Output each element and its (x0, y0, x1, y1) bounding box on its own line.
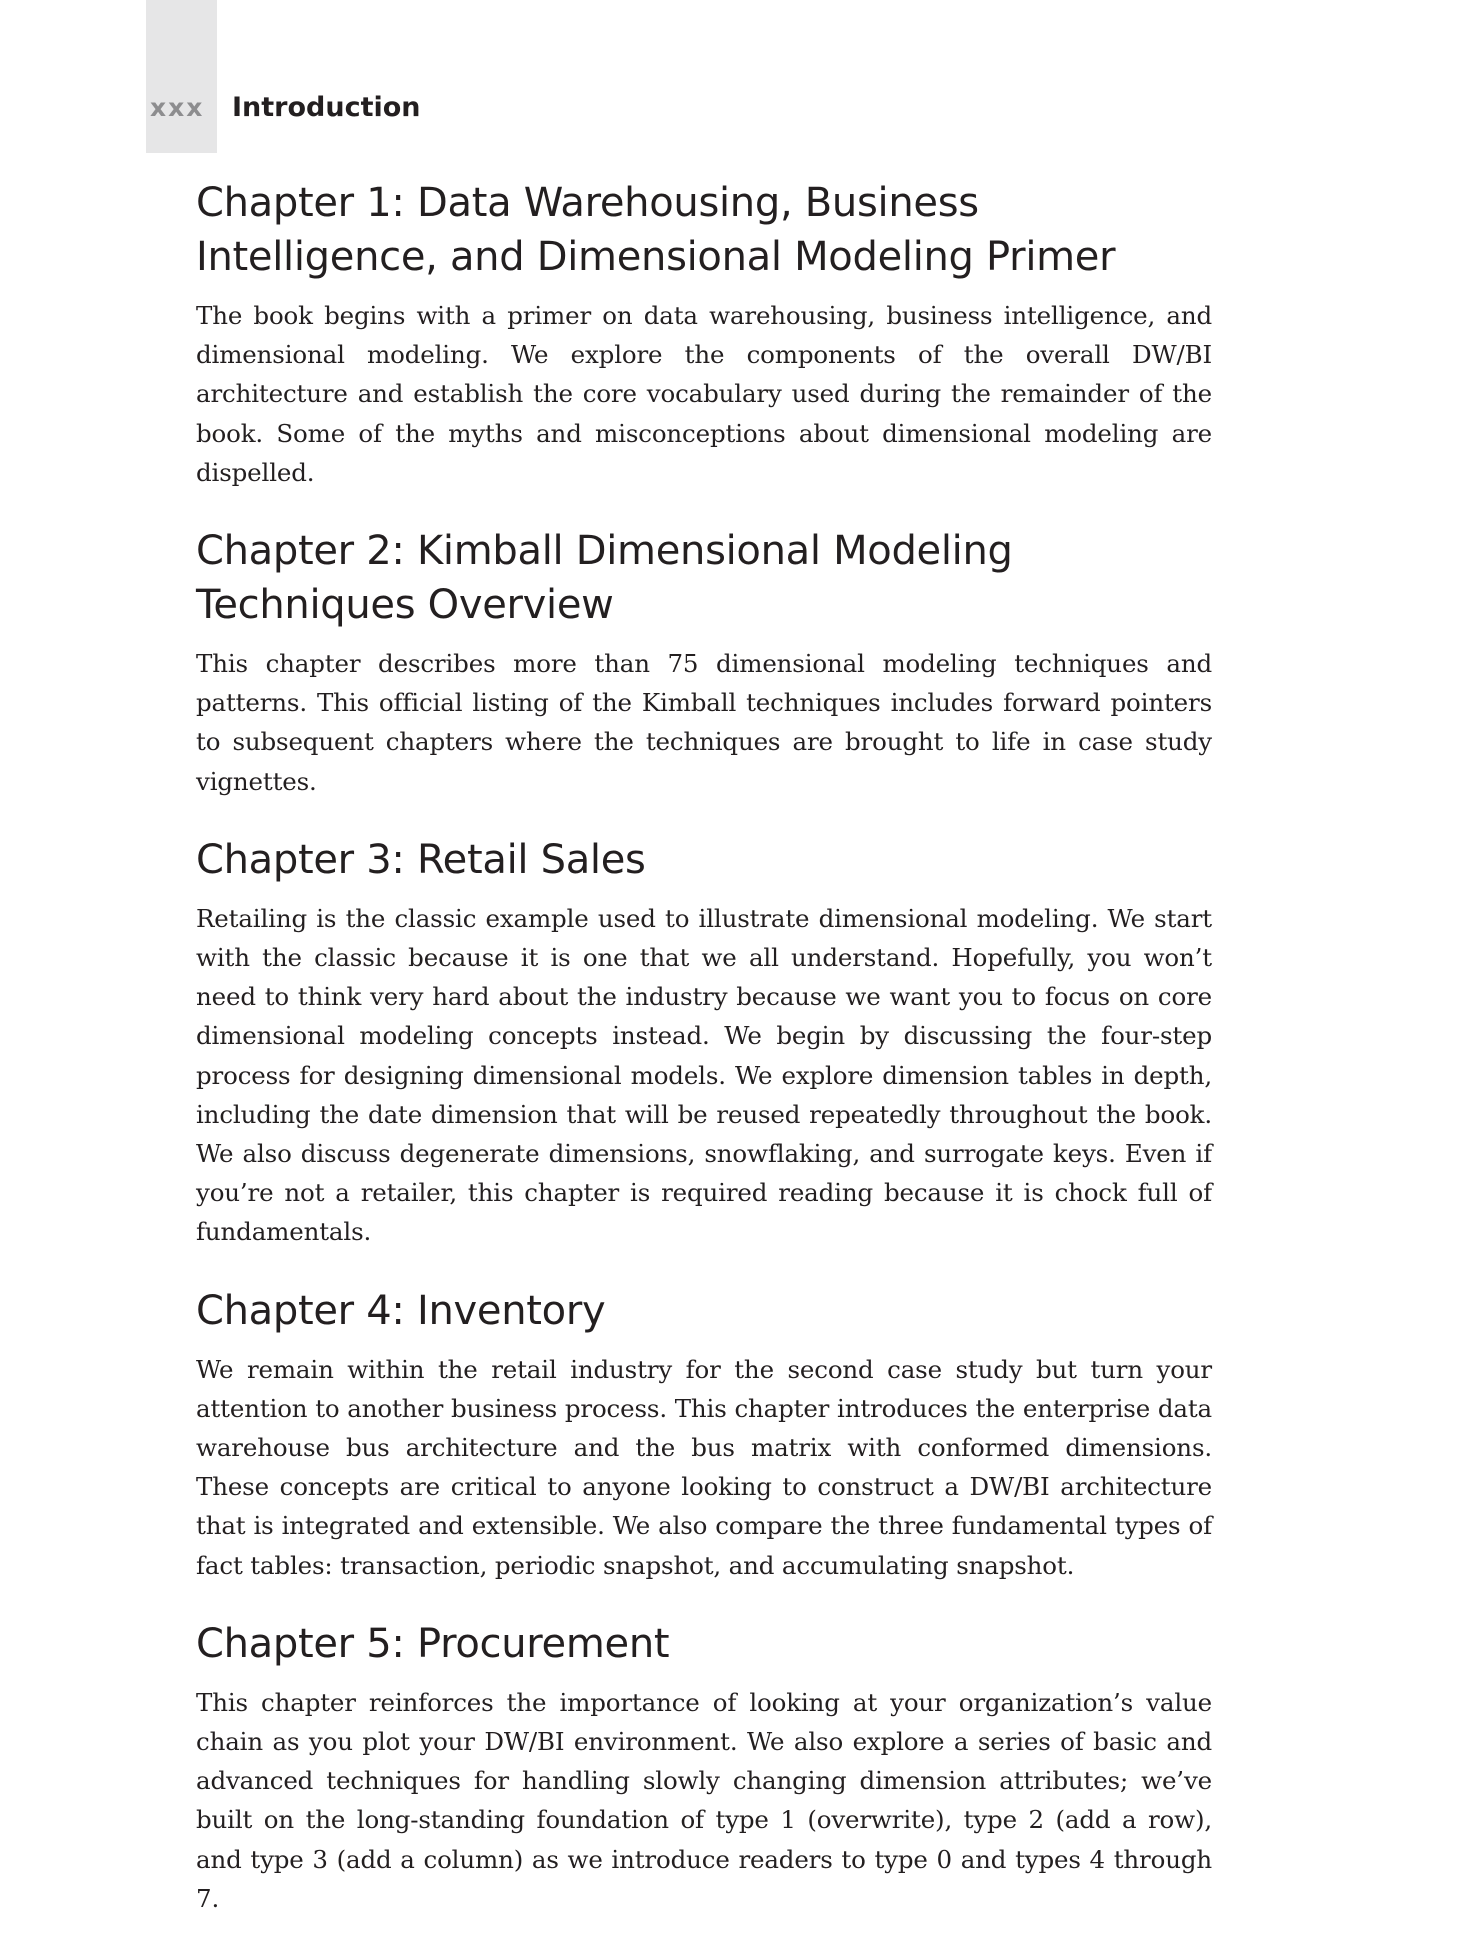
page-content (196, 176, 1212, 1950)
running-head-title: Introduction (232, 92, 421, 123)
chapter-heading: Chapter 4: Inventory (196, 1287, 606, 1334)
chapter-description: The book begins with a primer on data warehousing, business intelligence, and dimensional modeling. We explore the components of the overall DW/BI architecture and establish the core vocabulary used during the remainder of the book. Some of the myths and misconceptions about dimensional modeling are dispelled. (196, 301, 1212, 487)
chapter-heading: Chapter 3: Retail Sales (196, 836, 646, 883)
chapter-description: This chapter reinforces the importance of looking at your organization’s value chain as you plot your DW/BI environment. We also explore a series of basic and advanced techniques for handling slowly changing dimension attributes; we’ve built on the long-standing foundation of type 1 (overwrite), type 2 (add a row), and type 3 (add a column) as we introduce readers to type 0 and types 4 through 7. (196, 1687, 1212, 1913)
chapter-section-2 (196, 524, 1212, 801)
running-head (150, 92, 421, 128)
page-number: xxx (150, 93, 205, 122)
chapter-description: Retailing is the classic example used to illustrate dimensional modeling. We start with the classic because it is one that we all understand. Hopefully, you won’t need to think very hard about the industry because we want you to focus on core dimensional modeling concepts instead. We begin by discussing the four-step process for designing dimensional models. We explore dimension tables in depth, including the date dimension that will be reused repeatedly throughout the book. We also discuss degenerate dimensions, snowflaking, and surrogate keys. Even if you’re not a retailer, this chapter is required reading because it is chock full of fundamentals. (196, 903, 1212, 1247)
chapter-section-5 (196, 1617, 1212, 1918)
chapter-section-4 (196, 1284, 1212, 1585)
chapter-heading: Chapter 2: Kimball Dimensional Modeling Techniques Overview (196, 528, 1013, 629)
chapter-heading: Chapter 5: Procurement (196, 1620, 670, 1667)
chapter-description: We remain within the retail industry for the second case study but turn your attention to another business process. This chapter introduces the enterprise data warehouse bus architecture and the bus matrix with conformed dimensions. These concepts are critical to anyone looking to construct a DW/BI architecture that is integrated and extensible. We also compare the three fundamental types of fact tables: transaction, periodic snapshot, and accumulating snapshot. (196, 1354, 1212, 1580)
chapter-section-3 (196, 833, 1212, 1252)
chapter-heading: Chapter 1: Data Warehousing, Business Intelligence, and Dimensional Modeling Primer (196, 180, 1116, 280)
chapter-section-1 (196, 176, 1212, 492)
page-tab-marker (146, 0, 217, 153)
chapter-description: This chapter describes more than 75 dimensional modeling techniques and patterns. This official listing of the Kimball techniques includes forward pointers to subsequent chapters where the techniques are brought to life in case study vignettes. (196, 649, 1212, 796)
